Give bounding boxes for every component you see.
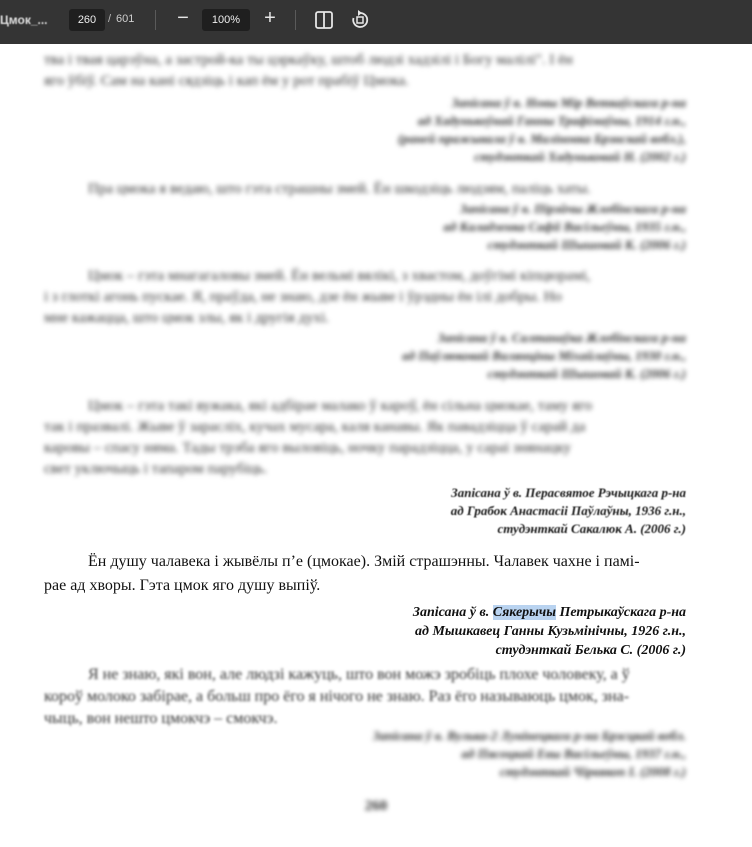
citation-line: студэнткай Белька С. (2006 г.): [495, 643, 686, 658]
story-paragraph: [44, 664, 686, 730]
page-separator: /: [108, 13, 112, 25]
story-paragraph: [44, 50, 686, 92]
paragraph-line: короў молоко забірае, а больш про ёго я нічого не знаю. Раз ёго называюць цмок, зна-: [44, 688, 630, 705]
citation: [44, 727, 686, 781]
toolbar-divider: [155, 10, 156, 30]
citation-line: [44, 603, 686, 622]
zoom-out-button[interactable]: −: [177, 7, 189, 29]
paragraph-line: Я не знаю, які вон, але людзі кажуць, што вон можэ зробіць плохе чоловеку, а ў: [88, 666, 630, 683]
paragraph-line: Пра цмока я ведаю, што гэта страшны змей. Ён шкодзіць людзям, паліць хаты.: [88, 181, 591, 197]
zoom-in-button[interactable]: +: [264, 7, 276, 29]
citation-line: Запісана ў в. Новы Мір Веткаўскага р-на: [451, 95, 686, 110]
citation-line: Запісана ў в. Вулька-2 Лунінецкага р-на Брэсцкай вобл.: [372, 728, 686, 743]
page-number: 260: [364, 798, 388, 814]
story-block-5: [44, 550, 686, 660]
paragraph-line: Цмок – гэта мнагагаловы змей. Ён вельмі вялікі, з хвастом, доўгімі кіпцюрамі,: [88, 268, 591, 284]
citation-line: ад Грабок Анастасіі Паўлаўны, 1936 г.н.,: [450, 503, 686, 518]
paragraph-line: Цмок – гэта такі вужака, які адбірае малако ў кароў, ён сільна цмокае, таму яго: [88, 398, 593, 414]
citation: [44, 603, 686, 660]
citation-suffix: Петрыкаўскага р-на: [559, 605, 686, 620]
story-paragraph: [44, 396, 686, 480]
fit-page-icon[interactable]: [313, 9, 335, 31]
toolbar-divider: [295, 10, 296, 30]
story-paragraph: [44, 179, 686, 200]
document-title: Цмок_...: [0, 13, 48, 27]
paragraph-line: свет уключыць і тапаром парубіць.: [44, 461, 268, 477]
citation-line: студэнткай Сакалюк А. (2006 г.): [497, 521, 686, 536]
citation-line: ад Каладзенка Сафіі Васільеўны, 1935 г.н.,: [443, 219, 686, 234]
citation-line: Запісана ў в. Пірэйчы Жлобінскага р-на: [459, 201, 686, 216]
story-block-2: [44, 179, 686, 254]
citation-line: студэнткай Хадуньковай Н. (2002 г.): [474, 149, 686, 164]
citation-line: ад Хадунькоўнай Ганны Трафімаўны, 1914 г.н.,: [417, 113, 686, 128]
paragraph-line: Ён душу чалавека і жывёлы п’е (цмокае). Змій страшэнны. Чалавек чахне і памі-: [88, 553, 640, 570]
paragraph-line: і з глоткі агонь пускае. Я, праўда, не знаю, дзе ён жыве і ўрэдны ён ілі добры. Но: [44, 289, 562, 305]
zoom-level-input[interactable]: 100%: [202, 9, 250, 31]
citation-line: ад Пясоцкай Евы Васільеўны, 1937 г.н.,: [461, 746, 686, 761]
story-block-4: [44, 396, 686, 480]
story-block-6: [44, 664, 686, 730]
citation-line: Запісана ў в. Салтанаўка Жлобінскага р-на: [437, 330, 686, 345]
story-block-1: [44, 50, 686, 166]
citation: [44, 484, 686, 538]
citation-line: ад Паўлюковай Валянціны Міхайлаўны, 1930 г.н.,: [402, 348, 686, 363]
paragraph-line: мне кажацца, што цмок злы, як і другія духі.: [44, 310, 329, 326]
pdf-toolbar: [0, 0, 752, 44]
rotate-icon[interactable]: [349, 9, 371, 31]
citation-line: Запісана ў в. Перасвятое Рэчыцкага р-на: [451, 485, 686, 500]
story-paragraph: [44, 266, 686, 329]
story-block-3: [44, 266, 686, 383]
citation: [44, 94, 686, 166]
citation-line: ад Мышкавец Ганны Кузьмінічны, 1926 г.н.,: [415, 624, 686, 639]
citation-line: студэнткай Шышовай К. (2006 г.): [487, 366, 686, 381]
citation-prefix: Запісана ў в.: [412, 605, 490, 620]
citation-line: студэнткай Чірвякоп І. (2008 г.): [499, 764, 686, 779]
paragraph-line: яго ўбіў. Сам на кані сядзіць і кап ём у рот прабіў Цмока.: [44, 73, 409, 89]
citation: [44, 200, 686, 254]
citation: [44, 329, 686, 383]
citation-line: (раней пражывала ў в. Маліновка Брэнскай вобл.),: [397, 131, 686, 146]
citation-line: студэнткай Шышовай К. (2006 г.): [487, 237, 686, 252]
paragraph-line: рае ад хворы. Гэта цмок яго душу выпіў.: [44, 577, 321, 594]
paragraph-line: тва і твая царэўна, а застрой-ка ты цэркаўку, штоб людзі хадзілі і Богу малілі". І ён: [44, 52, 573, 68]
paragraph-line: так і празвалі. Жыве ў зарасліх, кучах мусара, каля канавы. Як павадзіцца ў сарай да: [44, 419, 586, 435]
paragraph-line: чыць, вон нешто цмокчэ – смокчэ.: [44, 710, 278, 727]
search-highlight[interactable]: Сякерычы: [492, 605, 556, 620]
paragraph-line: каровы – спасу няма. Тады трэба яго выловіць, ночку парадзіцца, у сараі знянацку: [44, 440, 572, 456]
story-block-6-citation: [44, 727, 686, 781]
story-block-4-citation: [44, 484, 686, 538]
story-paragraph: [44, 550, 686, 598]
page-number-input[interactable]: 260: [69, 9, 105, 31]
document-page: [0, 44, 752, 847]
page-total: 601: [116, 13, 135, 25]
